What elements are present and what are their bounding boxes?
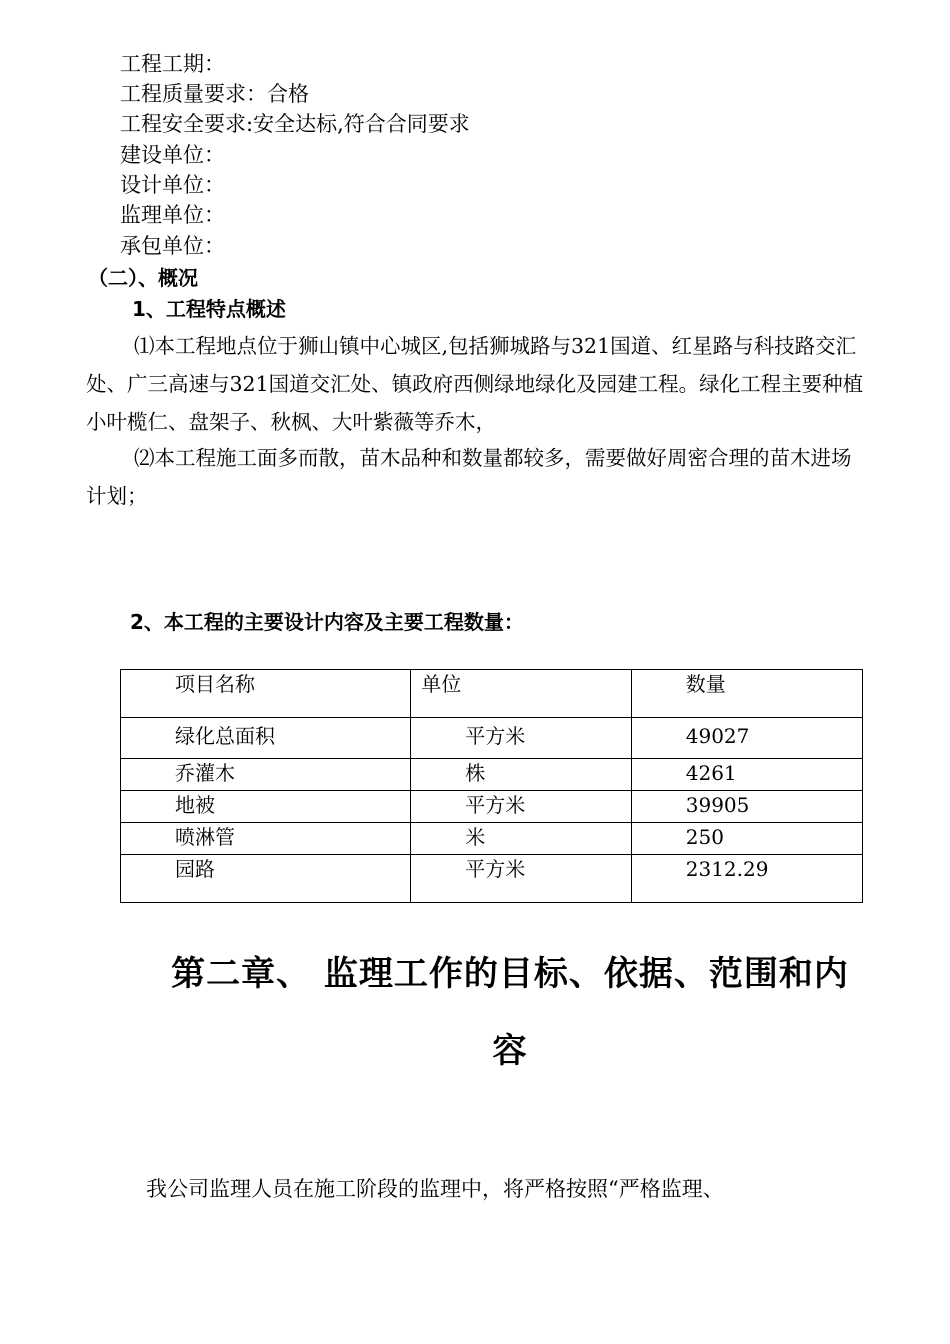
cell-item: 乔灌木 — [121, 759, 411, 791]
quantity-table — [120, 669, 863, 903]
cell-unit: 平方米 — [411, 718, 631, 759]
cell-unit: 株 — [411, 759, 631, 791]
cell-unit: 平方米 — [411, 855, 631, 903]
chapter-title-line1: 第二章、 监理工作的目标、依据、范围和内 — [171, 954, 849, 994]
paragraph-planning: ⑵本工程施工面多而散，苗木品种和数量都较多，需要做好周密合理的苗木进场计划； — [86, 446, 852, 508]
cell-quantity: 49027 — [631, 718, 862, 759]
cell-item: 园路 — [121, 855, 411, 903]
supervisor-line: 监理单位： — [120, 203, 225, 227]
cell-unit: 米 — [411, 823, 631, 855]
cell-item: 地被 — [121, 791, 411, 823]
designer-line: 设计单位： — [120, 173, 225, 197]
cell-quantity: 250 — [631, 823, 862, 855]
chapter-title-line2: 容 — [492, 1031, 528, 1071]
cell-item: 喷淋管 — [121, 823, 411, 855]
paragraph-location: ⑴本工程地点位于狮山镇中心城区,包括狮城路与321国道、红星路与科技路交汇处、广三高速与321国道交汇处、镇政府西侧绿地绿化及园建工程。绿化工程主要种植小叶榄仁、盘架子、秋枫、大叶紫薇等乔木， — [86, 334, 864, 434]
subsection-features-heading: 1、工程特点概述 — [132, 297, 286, 321]
header-quantity: 数量 — [631, 670, 862, 718]
header-item-name: 项目名称 — [121, 670, 411, 718]
safety-line: 工程安全要求:安全达标,符合合同要求 — [120, 112, 470, 136]
subsection-design-heading: 2、本工程的主要设计内容及主要工程数量： — [130, 610, 524, 634]
table-row — [121, 791, 863, 823]
table-row — [121, 759, 863, 791]
table-row — [121, 718, 863, 759]
duration-line: 工程工期： — [120, 52, 225, 76]
section-overview-heading: （二）、概况 — [88, 266, 198, 290]
table-header-row — [121, 670, 863, 718]
closing-paragraph: 我公司监理人员在施工阶段的监理中，将严格按照“严格监理、 — [146, 1177, 724, 1201]
contractor-line: 承包单位： — [120, 234, 225, 258]
cell-quantity: 2312.29 — [631, 855, 862, 903]
table-row — [121, 823, 863, 855]
cell-unit: 平方米 — [411, 791, 631, 823]
cell-quantity: 4261 — [631, 759, 862, 791]
cell-item: 绿化总面积 — [121, 718, 411, 759]
header-unit: 单位 — [411, 670, 631, 718]
table-row — [121, 855, 863, 903]
cell-quantity: 39905 — [631, 791, 862, 823]
owner-line: 建设单位： — [120, 143, 225, 167]
quality-line: 工程质量要求：合格 — [120, 82, 309, 106]
